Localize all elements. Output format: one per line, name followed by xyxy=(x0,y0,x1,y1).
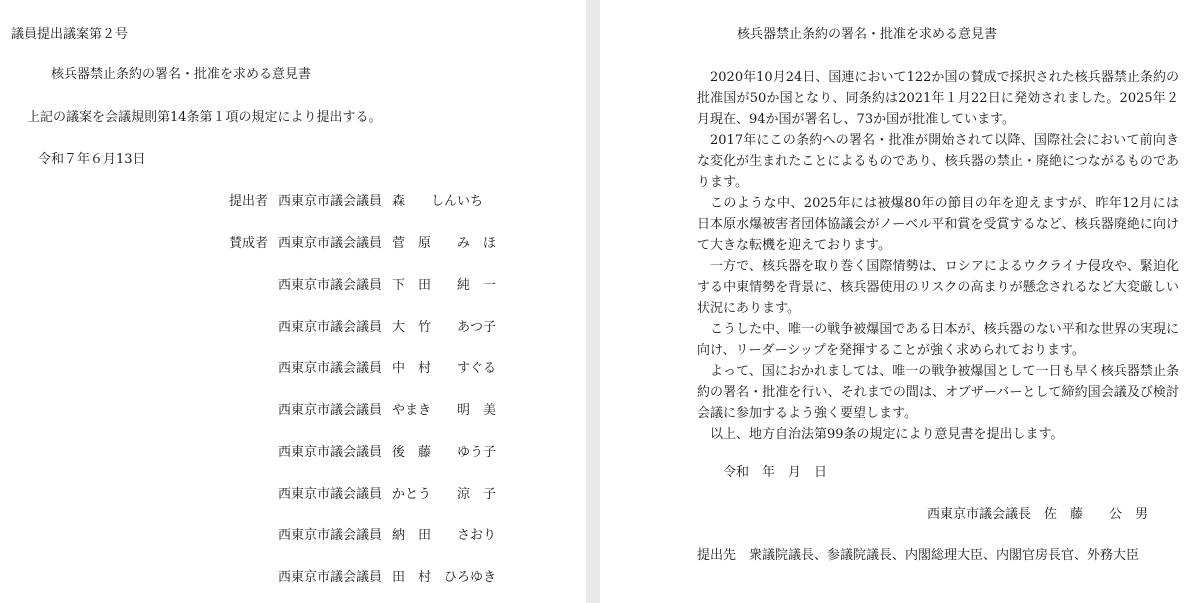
member-affiliation: 西東京市議会議員 xyxy=(278,487,383,502)
member-name: かとう 涼 子 xyxy=(392,487,497,502)
member-affiliation: 西東京市議会議員 xyxy=(278,403,383,418)
bill-date: 令和７年６月13日 xyxy=(38,152,146,167)
member-name: やまき 明 美 xyxy=(392,403,497,418)
member-affiliation: 西東京市議会議員 xyxy=(278,445,383,460)
opinion-paragraph: よって、国におかれましては、唯一の戦争被爆国として一日も早く核兵器禁止条約の署名・批准を行い、それまでの間は、オブザーバーとして締約国会議及び検討会議に参加するよう強く要望します。 xyxy=(697,364,1179,421)
opinion-paragraph: 一方で、核兵器を取り巻く国際情勢は、ロシアによるウクライナ侵攻や、緊迫化する中東情勢を背景に、核兵器使用のリスクの高まりが懸念されるなど大変厳しい状況にあります。 xyxy=(697,259,1179,316)
member-name: 大 竹 あつ子 xyxy=(392,320,497,335)
member-affiliation: 西東京市議会議員 xyxy=(278,528,383,543)
opinion-paragraph: 2017年にこの条約への署名・批准が開始されて以降、国際社会において前向きな変化が生まれたことによるものであり、核兵器の禁止・廃絶につながるものであります。 xyxy=(697,133,1179,190)
opinion-title: 核兵器禁止条約の署名・批准を求める意見書 xyxy=(737,27,998,42)
opinion-paragraph: こうした中、唯一の戦争被爆国である日本が、核兵器のない平和な世界の実現に向け、リーダーシップを発揮することが強く求められております。 xyxy=(697,322,1179,358)
bill-title: 核兵器禁止条約の署名・批准を求める意見書 xyxy=(51,67,312,82)
member-name: 菅 原 み ほ xyxy=(392,236,497,251)
member-name: 中 村 すぐる xyxy=(392,361,497,376)
member-affiliation: 西東京市議会議員 xyxy=(278,194,383,209)
supporter-label: 賛成者 xyxy=(229,236,269,251)
member-affiliation: 西東京市議会議員 xyxy=(278,570,383,585)
bill-statement: 上記の議案を会議規則第14条第１項の規定により提出する。 xyxy=(27,110,382,125)
signature-date: 令和 年 月 日 xyxy=(723,465,828,480)
member-name: 森 しんいち xyxy=(392,194,484,209)
council-chair: 西東京市議会議長 佐 藤 公 男 xyxy=(927,507,1149,522)
opinion-body xyxy=(697,67,1179,445)
opinion-paragraph: 以上、地方自治法第99条の規定により意見書を提出します。 xyxy=(710,427,1064,442)
bill-number: 議員提出議案第２号 xyxy=(11,27,129,42)
member-name: 後 藤 ゆう子 xyxy=(392,445,497,460)
member-affiliation: 西東京市議会議員 xyxy=(278,320,383,335)
member-name: 田 村 ひろゆき xyxy=(392,570,497,585)
member-name: 下 田 純 一 xyxy=(392,278,497,293)
opinion-paragraph: 2020年10月24日、国連において122か国の賛成で採択された核兵器禁止条約の批准国が50か国となり、同条約は2021年１月22日に発効されました。2025年２月現在、94か国が署名し、73か国が批准しています。 xyxy=(697,70,1179,127)
member-affiliation: 西東京市議会議員 xyxy=(278,361,383,376)
recipients-line: 提出先 衆議院議長、参議院議長、内閣総理大臣、内閣官房長官、外務大臣 xyxy=(697,548,1140,563)
opinion-paragraph: このような中、2025年には被爆80年の節目の年を迎えますが、昨年12月には日本原水爆被害者団体協議会がノーベル平和賞を受賞するなど、核兵器廃絶に向けて大きな転機を迎えております。 xyxy=(697,196,1179,253)
bill-page xyxy=(0,0,586,603)
member-affiliation: 西東京市議会議員 xyxy=(278,236,383,251)
member-affiliation: 西東京市議会議員 xyxy=(278,278,383,293)
proposer-label: 提出者 xyxy=(229,194,269,209)
member-name: 納 田 さおり xyxy=(392,528,497,543)
